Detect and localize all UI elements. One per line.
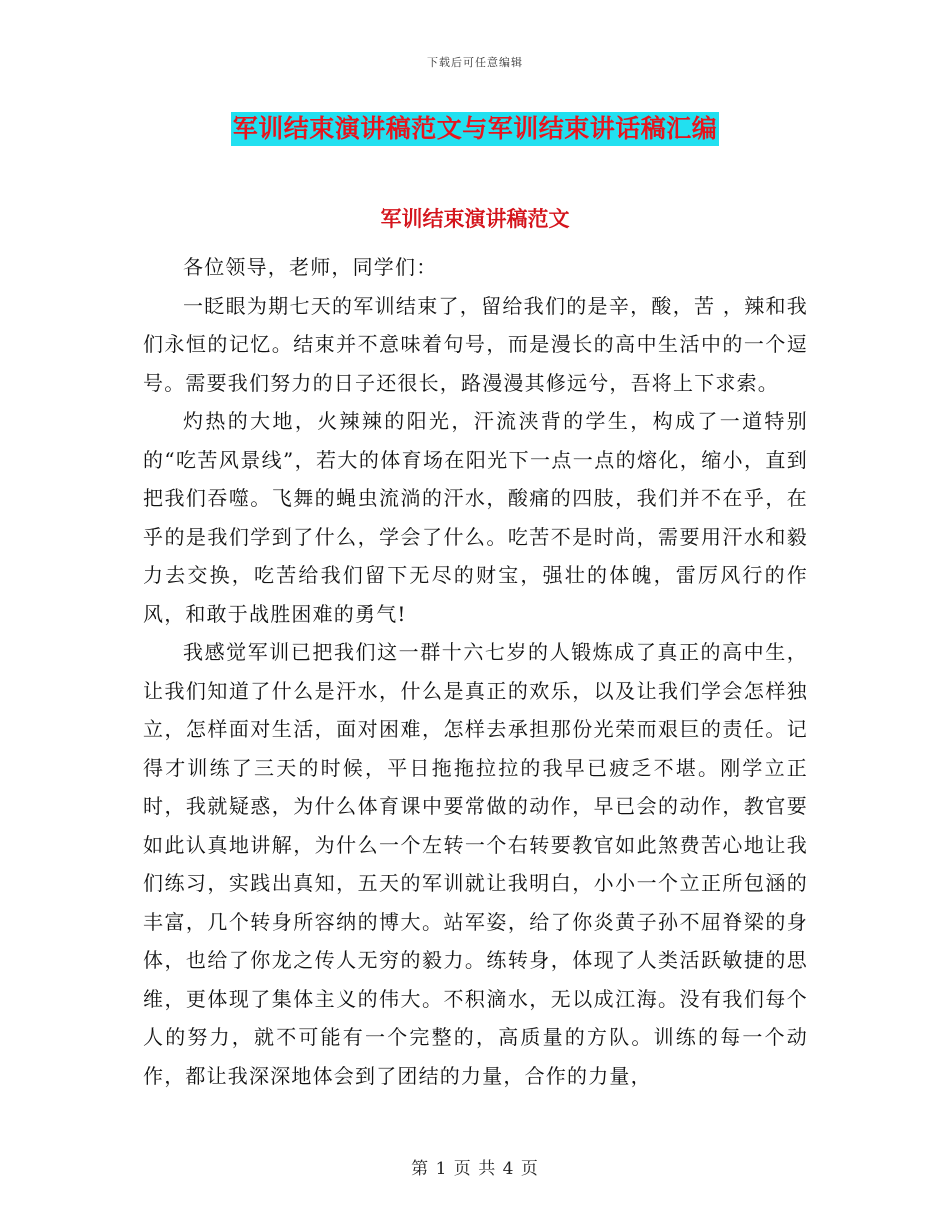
page-header-note: 下载后可任意编辑 bbox=[427, 56, 523, 69]
section-title: 军训结束演讲稿范文 bbox=[380, 206, 570, 231]
paragraph: 灼热的大地，火辣辣的阳光，汗流浃背的学生，构成了一道特别的“吃苦风景线”，若大的体育场在阳光下一点一点的熔化，缩小，直到把我们吞噬。飞舞的蝇虫流淌的汗水，酸痛的四肢，我们并不在乎，在乎的是我们学到了什么，学会了什么。吃苦不是时尚，需要用汗水和毅力去交换，吃苦给我们留下无尽的财宝，强壮的体魄，雷厉风行的作风，和敢于战胜困难的勇气! bbox=[143, 409, 808, 626]
paragraph: 一眨眼为期七天的军训结束了，留给我们的是辛，酸，苦 ，辣和我们永恒的记忆。结束并不意味着句号，而是漫长的高中生活中的一个逗号。需要我们努力的日子还很长，路漫漫其修远兮，吾将上下求索。 bbox=[143, 293, 808, 395]
document-main-title: 军训结束演讲稿范文与军训结束讲话稿汇编 bbox=[231, 112, 720, 146]
main-title-container bbox=[0, 112, 950, 146]
page-number-footer: 第 1 页 共 4 页 bbox=[411, 1159, 539, 1179]
paragraph-salutation: 各位领导，老师，同学们： bbox=[183, 255, 438, 279]
document-body bbox=[143, 248, 808, 1095]
paragraph: 我感觉军训已把我们这一群十六七岁的人锻炼成了真正的高中生，让我们知道了什么是汗水，什么是真正的欢乐，以及让我们学会怎样独立，怎样面对生活，面对困难，怎样去承担那份光荣而艰巨的责任。记得才训练了三天的时候，平日拖拖拉拉的我早已疲乏不堪。刚学立正时，我就疑惑，为什么体育课中要常做的动作，早已会的动作，教官要如此认真地讲解，为什么一个左转一个右转要教官如此煞费苦心地让我们练习，实践出真知，五天的军训就让我明白，小小一个立正所包涵的丰富，几个转身所容纳的博大。站军姿，给了你炎黄子孙不屈脊梁的身体，也给了你龙之传人无穷的毅力。练转身，体现了人类活跃敏捷的思维，更体现了集体主义的伟大。不积滴水，无以成江海。没有我们每个人的努力，就不可能有一个完整的，高质量的方队。训练的每一个动作，都让我深深地体会到了团结的力量，合作的力量， bbox=[143, 640, 808, 1088]
